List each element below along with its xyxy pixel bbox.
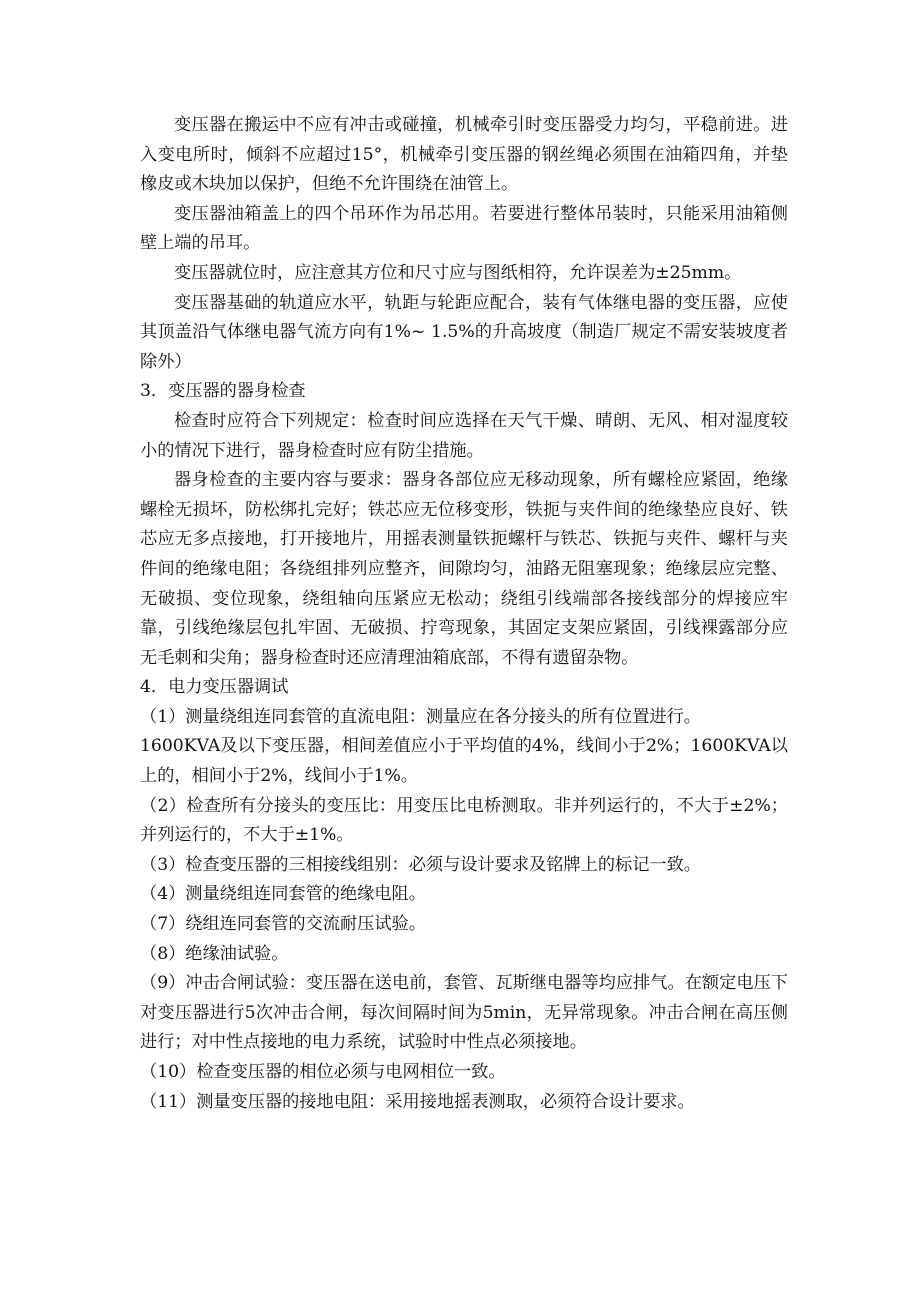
list-item-vector-group: （3）检查变压器的三相接线组别：必须与设计要求及铭牌上的标记一致。 — [140, 854, 701, 875]
section-heading-commissioning: 4．电力变压器调试 — [140, 677, 289, 698]
list-item-ratio: （2）检查所有分接头的变压比：用变压比电桥测取。非并列运行的，不大于±2%；并列运行的，不大于±1%。 — [140, 795, 788, 846]
section-heading-body-inspection: 3．变压器的器身检查 — [140, 381, 306, 402]
list-item-dc-resistance-continued: 1600KVA及以下变压器，相间差值应小于平均值的4%，线间小于2%；1600KVA以上的，相间小于2%，线间小于1%。 — [140, 736, 788, 787]
paragraph-transport: 变压器在搬运中不应有冲击或碰撞，机械牵引时变压器受力均匀，平稳前进。进入变电所时，倾斜不应超过15°，机械牵引变压器的钢丝绳必须围在油箱四角，并垫橡皮或木块加以保护，但绝不允许围绕在油管上。 — [140, 115, 788, 195]
list-item-grounding-resistance: （11）测量变压器的接地电阻：采用接地摇表测取，必须符合设计要求。 — [140, 1091, 695, 1112]
list-item-insulation-resistance: （4）测量绕组连同套管的绝缘电阻。 — [140, 884, 426, 905]
paragraph-lifting-rings: 变压器油箱盖上的四个吊环作为吊芯用。若要进行整体吊装时，只能采用油箱侧壁上端的吊耳。 — [140, 203, 788, 254]
list-item-phase-check: （10）检查变压器的相位必须与电网相位一致。 — [140, 1062, 506, 1082]
paragraph-inspection-rules: 检查时应符合下列规定：检查时间应选择在天气干燥、晴朗、无风、相对湿度较小的情况下进行，器身检查时应有防尘措施。 — [140, 410, 788, 461]
document-page — [140, 111, 788, 1117]
paragraph-inspection-requirements: 器身检查的主要内容与要求：器身各部位应无移动现象，所有螺栓应紧固，绝缘螺栓无损坏，防松绑扎完好；铁芯应无位移变形，铁扼与夹件间的绝缘垫应良好、铁芯应无多点接地，打开接地片，用摇表测量铁扼螺杆与铁芯、铁扼与夹件、螺杆与夹件间的绝缘电阻；各绕组排列应整齐，间隙均匀，油路无阻塞现象；绝缘层应完整、无破损、变位现象，绕组轴向压紧应无松动；绕组引线端部各接线部分的焊接应牢靠，引线绝缘层包扎牢固、无破损、拧弯现象，其固定支架应紧固，引线裸露部分应无毛刺和尖角；器身检查时还应清理油箱底部，不得有遗留杂物。 — [140, 470, 788, 668]
list-item-oil-test: （8）绝缘油试验。 — [140, 943, 289, 964]
paragraph-positioning: 变压器就位时，应注意其方位和尺寸应与图纸相符，允许误差为±25mm。 — [174, 262, 742, 283]
list-item-inrush-test: （9）冲击合闸试验：变压器在送电前，套管、瓦斯继电器等均应排气。在额定电压下对变压器进行5次冲击合闸，每次间隔时间为5min，无异常现象。冲击合闸在高压侧进行；对中性点接地的电力系统，试验时中性点必须接地。 — [140, 973, 788, 1053]
list-item-ac-withstand: （7）绕组连同套管的交流耐压试验。 — [140, 914, 426, 935]
paragraph-foundation-rail: 变压器基础的轨道应水平，轨距与轮距应配合，装有气体继电器的变压器，应使其顶盖沿气体继电器气流方向有1%~ 1.5%的升高坡度（制造厂规定不需安装坡度者除外） — [140, 292, 788, 372]
list-item-dc-resistance: （1）测量绕组连同套管的直流电阻：测量应在各分接头的所有位置进行。 — [140, 706, 701, 727]
